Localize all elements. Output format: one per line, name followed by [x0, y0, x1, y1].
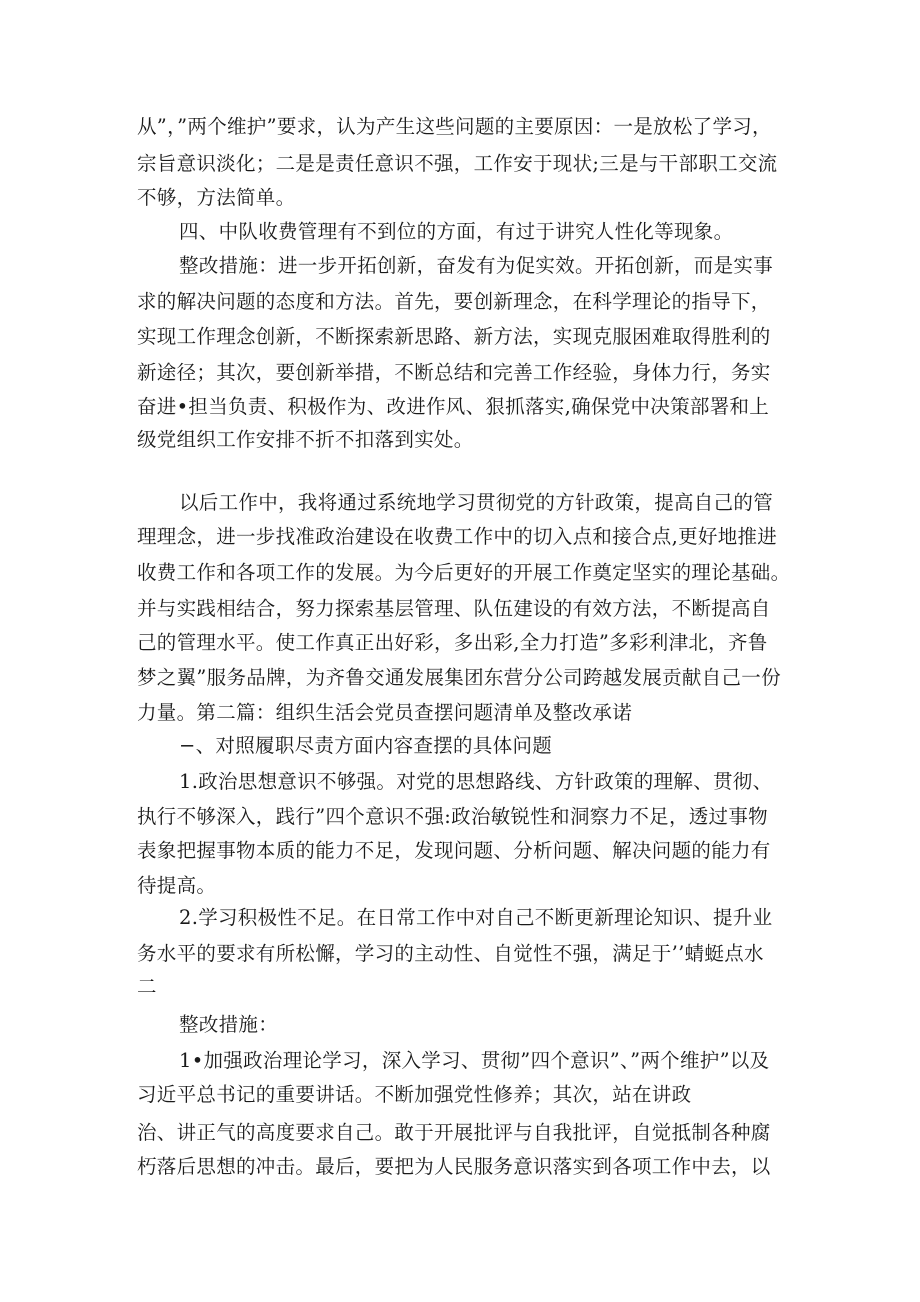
text-line: 并与实践相结合，努力探索基层管理、队伍建设的有效方法，不断提高自: [137, 597, 771, 620]
text-line: 治、讲正气的高度要求自己。敢于开展批评与自我批评，自觉抵制各种腐: [137, 1121, 771, 1144]
text-line: 宗旨意识淡化；二是是责任意识不强，工作安于现状;三是与干部职工交流: [137, 152, 778, 175]
section-heading: 四、中队收费管理有不到位的方面，有过于讲究人性化等现象。: [179, 220, 734, 243]
text-line: 执行不够深入，践行”四个意识不强:政治敏锐性和洞察力不足，透过事物: [137, 805, 768, 828]
text-line: 待提高。: [137, 874, 217, 897]
text-line: 务水平的要求有所松懈，学习的主动性、自觉性不强，满足于’’蜻蜓点水: [137, 942, 764, 965]
text-line: 实现工作理念创新，不断探索新思路、新方法，实现克服困难取得胜利的: [137, 325, 771, 348]
text-line: 理理念，进一步找准政治建设在收费工作中的切入点和接合点,更好地推进: [137, 525, 778, 548]
text-line: 1•加强政治理论学习，深入学习、贯彻”四个意识”、”两个维护”以及: [179, 1049, 770, 1072]
text-line: 新途径；其次，要创新举措，不断总结和完善工作经验，身体力行，务实: [137, 361, 771, 384]
text-line: 级党组织工作安排不折不扣落到实处。: [137, 428, 474, 451]
text-line: 求的解决问题的态度和方法。首先，要创新理念，在科学理论的指导下，: [137, 290, 771, 313]
text-line: 奋进•担当负责、积极作为、改进作风、狠抓落实,确保党中决策部署和上: [137, 395, 770, 418]
text-line: 整改措施：进一步开拓创新，奋发有为促实效。开拓创新，而是实事: [179, 254, 774, 277]
text-line: 2.学习积极性不足。在日常工作中对自己不断更新理论知识、提升业: [179, 906, 773, 929]
text-line: 以后工作中，我将通过系统地学习贯彻党的方针政策，提高自己的管: [179, 491, 774, 514]
section-heading: 整改措施：: [179, 1013, 279, 1036]
text-line: 收费工作和各项工作的发展。为今后更好的开展工作奠定坚实的理论基础。: [137, 561, 791, 584]
text-line: 习近平总书记的重要讲话。不断加强党性修养；其次，站在讲政: [137, 1083, 692, 1106]
text-line: 力量。第二篇：组织生活会党员查摆问题清单及整改承诺: [137, 701, 633, 724]
text-line: 从”，”两个维护”要求，认为产生这些问题的主要原因：一是放松了学习，: [137, 115, 772, 138]
text-line: 不够，方法简单。: [137, 186, 296, 209]
text-line: 表象把握事物本质的能力不足，发现问题、分析问题、解决问题的能力有: [137, 839, 771, 862]
text-line: 己的管理水平。使工作真正出好彩，多出彩,全力打造”多彩利津北，齐鲁: [137, 631, 768, 654]
text-line: 1.政治思想意识不够强。对党的思想路线、方针政策的理解、贯彻、: [179, 770, 773, 793]
section-heading: −、对照履职尽责方面内容查摆的具体问题: [179, 734, 553, 757]
text-line: 梦之翼”服务品牌，为齐鲁交通发展集团东营分公司跨越发展贡献自己一份: [137, 666, 781, 689]
text-line: 二: [137, 975, 157, 998]
text-line: 朽落后思想的冲击。最后，要把为人民服务意识落实到各项工作中去，以: [137, 1155, 771, 1178]
